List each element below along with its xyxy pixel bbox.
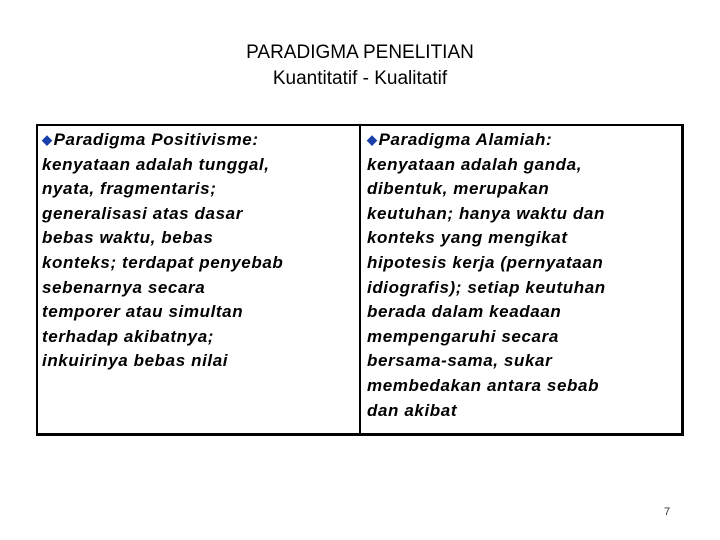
page-number: 7 bbox=[664, 506, 671, 518]
quantitative-line: sebenarnya secara bbox=[42, 277, 206, 297]
qualitative-line: berada dalam keadaan bbox=[367, 302, 562, 322]
page-title bbox=[0, 40, 720, 92]
qualitative-line: konteks yang mengikat bbox=[367, 228, 568, 248]
title-line-2: Kuantitatif - Kualitatif bbox=[272, 68, 448, 89]
quantitative-column bbox=[38, 126, 361, 433]
qualitative-line: membedakan antara sebab bbox=[367, 375, 600, 395]
qualitative-heading bbox=[367, 128, 681, 153]
quantitative-line: bebas waktu, bebas bbox=[42, 228, 214, 248]
qualitative-line: keutuhan; hanya waktu dan bbox=[367, 203, 605, 223]
quantitative-heading-text: Paradigma Positivisme: bbox=[53, 130, 259, 149]
qualitative-line: hipotesis kerja (pernyataan bbox=[367, 252, 604, 272]
qualitative-line: dibentuk, merupakan bbox=[367, 179, 550, 199]
quantitative-line: nyata, fragmentaris; bbox=[42, 179, 217, 199]
quantitative-line: generalisasi atas dasar bbox=[42, 203, 243, 223]
quantitative-heading bbox=[42, 128, 359, 153]
qualitative-line: bersama-sama, sukar bbox=[367, 351, 553, 371]
title-line-1: PARADIGMA PENELITIAN bbox=[246, 42, 474, 63]
diamond-bullet-icon: ◆ bbox=[42, 132, 53, 147]
quantitative-line: temporer atau simultan bbox=[42, 302, 244, 322]
qualitative-line: kenyataan adalah ganda, bbox=[367, 154, 583, 174]
diamond-bullet-icon: ◆ bbox=[367, 132, 378, 147]
comparison-table bbox=[36, 124, 684, 436]
qualitative-line: mempengaruhi secara bbox=[367, 326, 559, 346]
qualitative-heading-text: Paradigma Alamiah: bbox=[378, 130, 553, 149]
quantitative-line: kenyataan adalah tunggal, bbox=[42, 154, 270, 174]
qualitative-line: idiografis); setiap keutuhan bbox=[367, 277, 606, 297]
quantitative-line: konteks; terdapat penyebab bbox=[42, 252, 284, 272]
qualitative-column bbox=[361, 126, 681, 433]
qualitative-line: dan akibat bbox=[367, 400, 458, 420]
quantitative-line: inkuirinya bebas nilai bbox=[42, 351, 229, 371]
quantitative-line: terhadap akibatnya; bbox=[42, 326, 215, 346]
